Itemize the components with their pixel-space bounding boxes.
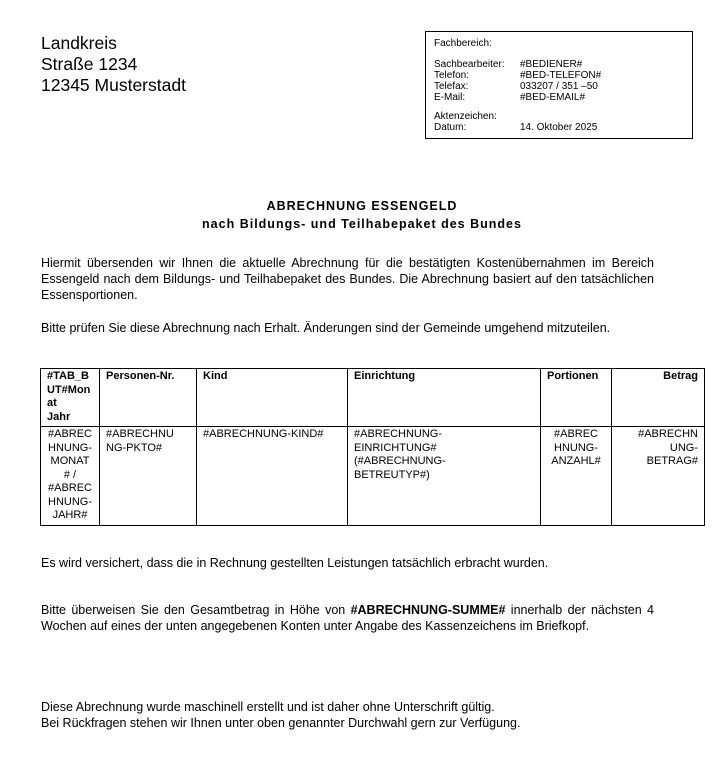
sender-line-1: Landkreis <box>41 33 117 53</box>
cell-monat: #ABREC HNUNG- MONAT # / #ABREC HNUNG- JAHR# <box>41 427 100 526</box>
sender-address <box>41 33 186 96</box>
contact-info-box <box>425 31 693 139</box>
telefax-label: Telefax: <box>434 81 469 92</box>
datum-label: Datum: <box>434 122 467 133</box>
transfer-text-pre: Bitte überweisen Sie den Gesamtbetrag in Höhe von <box>41 603 351 617</box>
sender-line-3: 12345 Musterstadt <box>41 75 186 95</box>
telefon-row <box>434 70 692 81</box>
col-header-monat: #TAB_B UT#Mon at Jahr <box>41 369 100 427</box>
cell-einrichtung: #ABRECHNUNG- EINRICHTUNG# (#ABRECHNUNG- BETREUTYP#) <box>348 427 541 526</box>
transfer-paragraph <box>41 602 654 634</box>
col-header-einrichtung: Einrichtung <box>348 369 541 427</box>
check-paragraph: Bitte prüfen Sie diese Abrechnung nach Erhalt. Änderungen sind der Gemeinde umgehend mitzuteilen. <box>41 321 611 335</box>
transfer-text-post: innerhalb der nächsten 4 Wochen auf eines der unten angegebenen Konten unter Angabe des Kassenzeichens im Briefkopf. <box>41 603 654 633</box>
col-header-portionen: Portionen <box>541 369 612 427</box>
telefon-label: Telefon: <box>434 70 470 81</box>
email-value: #BED-EMAIL# <box>520 92 586 103</box>
sender-line-2: Straße 1234 <box>41 54 138 74</box>
col-header-betrag: Betrag <box>612 369 705 427</box>
cell-betrag: #ABRECHN UNG- BETRAG# <box>612 427 705 526</box>
cell-personen: #ABRECHNU NG-PKTO# <box>100 427 197 526</box>
closing-line-1: Diese Abrechnung wurde maschinell erstellt und ist daher ohne Unterschrift gültig. <box>41 700 495 714</box>
assurance-paragraph: Es wird versichert, dass die in Rechnung gestellten Leistungen tatsächlich erbracht wurden. <box>41 556 549 570</box>
col-header-personen: Personen-Nr. <box>100 369 197 427</box>
aktenzeichen-label: Aktenzeichen: <box>434 111 497 122</box>
telefax-row <box>434 81 692 92</box>
billing-table <box>40 368 705 526</box>
table-header-row <box>41 369 705 427</box>
telefax-value: 033207 / 351 –50 <box>520 81 598 92</box>
email-row <box>434 92 692 103</box>
document-title: ABRECHNUNG ESSENGELD <box>266 199 458 213</box>
fachbereich-label: Fachbereich: <box>434 38 492 49</box>
closing-line-2: Bei Rückfragen stehen wir Ihnen unter oben genannter Durchwahl gern zur Verfügung. <box>41 716 521 730</box>
sachbearbeiter-row <box>434 59 692 70</box>
datum-row <box>434 122 692 133</box>
document-subtitle: nach Bildungs- und Teilhabepaket des Bundes <box>202 217 522 231</box>
email-label: E-Mail: <box>434 92 466 103</box>
datum-value: 14. Oktober 2025 <box>520 122 598 133</box>
col-header-kind: Kind <box>197 369 348 427</box>
intro-paragraph: Hiermit übersenden wir Ihnen die aktuelle Abrechnung für die bestätigten Kostenübernahmen im Bereich Essengeld nach dem Bildungs- und Teilhabepaket des Bundes. Die Abrechnung basiert auf den tatsächlichen Essensportionen. <box>41 256 654 302</box>
cell-portionen: #ABREC HNUNG- ANZAHL# <box>541 427 612 526</box>
sachbearbeiter-label: Sachbearbeiter: <box>434 59 505 70</box>
cell-kind: #ABRECHNUNG-KIND# <box>197 427 348 526</box>
telefon-value: #BED-TELEFON# <box>520 70 602 81</box>
sachbearbeiter-value: #BEDIENER# <box>520 59 583 70</box>
table-row <box>41 427 705 526</box>
transfer-sum: #ABRECHNUNG-SUMME# <box>350 603 506 617</box>
